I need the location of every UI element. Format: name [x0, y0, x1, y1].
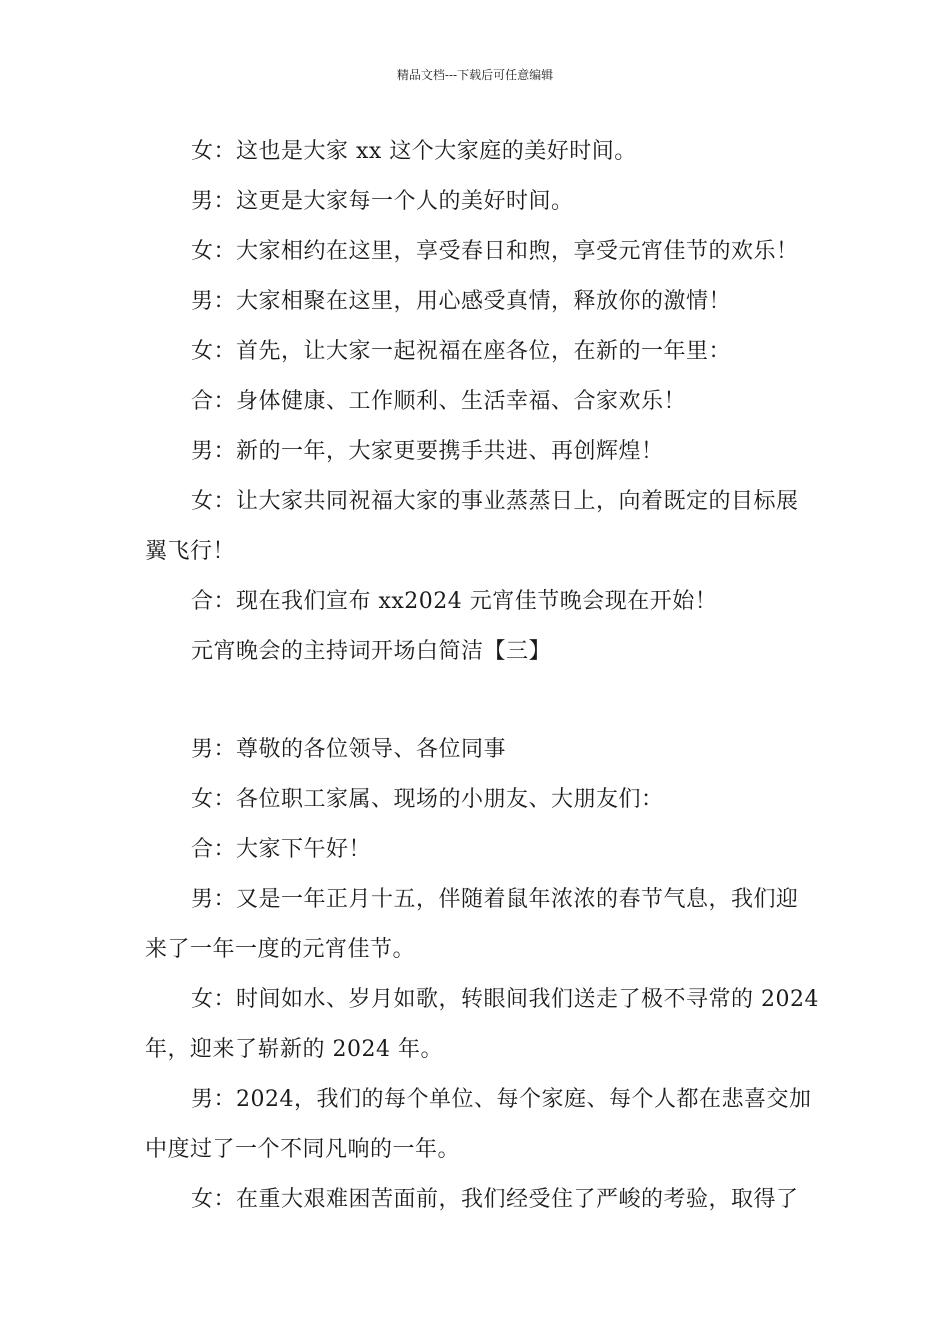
dialogue-line: 女：首先，让大家一起祝福在座各位，在新的一年里：	[191, 339, 732, 364]
dialogue-line: 男：这更是大家每一个人的美好时间。	[191, 189, 574, 214]
dialogue-line: 合：现在我们宣布 xx2024 元宵佳节晚会现在开始！	[191, 589, 718, 614]
dialogue-line: 男：大家相聚在这里，用心感受真情，释放你的激情！	[191, 289, 732, 314]
dialogue-line-continuation: 年，迎来了崭新的 2024 年。	[145, 1037, 443, 1062]
page-header: 精品文档---下载后可任意编辑	[396, 68, 554, 82]
dialogue-line: 女：让大家共同祝福大家的事业蒸蒸日上，向着既定的目标展	[191, 489, 799, 514]
dialogue-line: 男：新的一年，大家更要携手共进、再创辉煌！	[191, 439, 664, 464]
dialogue-line-continuation: 翼飞行！	[145, 539, 236, 564]
dialogue-line: 女：大家相约在这里，享受春日和煦，享受元宵佳节的欢乐！	[191, 239, 799, 264]
dialogue-line: 女：在重大艰难困苦面前，我们经受住了严峻的考验，取得了	[191, 1187, 799, 1212]
dialogue-line: 女：各位职工家属、现场的小朋友、大朋友们：	[191, 787, 664, 812]
dialogue-line: 女：时间如水、岁月如歌，转眼间我们送走了极不寻常的 2024	[191, 987, 819, 1012]
dialogue-line: 女：这也是大家 xx 这个大家庭的美好时间。	[191, 139, 637, 164]
dialogue-line: 合：大家下午好！	[191, 837, 372, 862]
dialogue-line: 合：身体健康、工作顺利、生活幸福、合家欢乐！	[191, 389, 687, 414]
dialogue-line-continuation: 来了一年一度的元宵佳节。	[145, 937, 416, 962]
dialogue-line: 男：又是一年正月十五，伴随着鼠年浓浓的春节气息，我们迎	[191, 887, 799, 912]
section-heading: 元宵晚会的主持词开场白简洁【三】	[191, 639, 552, 664]
dialogue-line-continuation: 中度过了一个不同凡响的一年。	[145, 1137, 461, 1162]
dialogue-line: 男：2024，我们的每个单位、每个家庭、每个人都在悲喜交加	[191, 1087, 812, 1112]
dialogue-line: 男：尊敬的各位领导、各位同事	[191, 737, 507, 762]
